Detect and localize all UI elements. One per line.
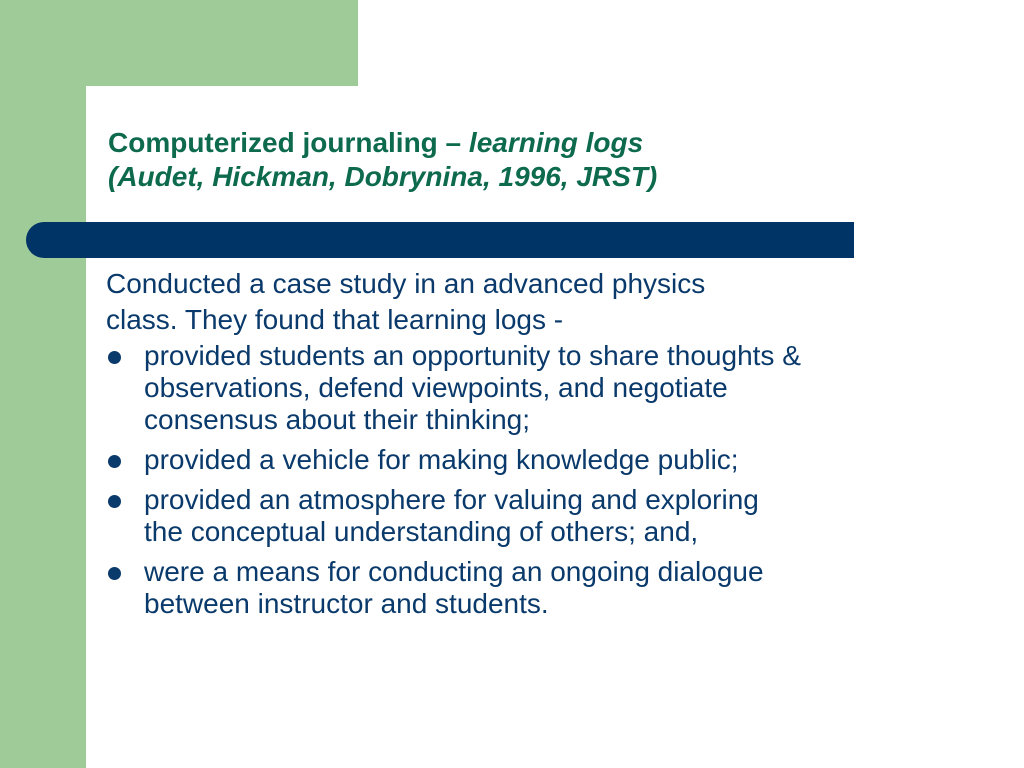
- bullet-icon: [108, 495, 121, 508]
- bullet-icon: [108, 351, 121, 364]
- list-item-text: consensus about their thinking;: [144, 404, 531, 435]
- list-item-text: provided a vehicle for making knowledge public;: [144, 444, 739, 475]
- intro-line-2: class. They found that learning logs -: [106, 304, 564, 335]
- intro-line-1: Conducted a case study in an advanced physics: [106, 268, 706, 299]
- green-frame-left: [0, 0, 86, 768]
- bullet-list: [106, 340, 966, 620]
- list-item: [106, 484, 966, 548]
- green-frame-top: [0, 0, 358, 86]
- list-item-text: provided an atmosphere for valuing and exploring: [144, 484, 759, 515]
- list-item-text: between instructor and students.: [144, 588, 549, 619]
- list-item-text: provided students an opportunity to share thoughts &: [144, 340, 801, 371]
- title-line-1: [108, 126, 928, 160]
- slide-title: [108, 126, 928, 194]
- intro-paragraph: [106, 266, 966, 338]
- slide-body: [106, 266, 966, 628]
- title-main-text: Computerized journaling –: [108, 127, 469, 158]
- list-item-text: the conceptual understanding of others; and,: [144, 516, 699, 547]
- list-item: [106, 340, 966, 436]
- list-item: [106, 444, 966, 476]
- title-italic-text: learning logs: [468, 127, 644, 158]
- bullet-icon: [108, 567, 121, 580]
- title-divider-bar: [26, 222, 854, 258]
- bullet-icon: [108, 455, 121, 468]
- list-item-text: were a means for conducting an ongoing dialogue: [144, 556, 764, 587]
- list-item-text: observations, defend viewpoints, and negotiate: [144, 372, 728, 403]
- list-item: [106, 556, 966, 620]
- title-citation: (Audet, Hickman, Dobrynina, 1996, JRST): [108, 161, 658, 192]
